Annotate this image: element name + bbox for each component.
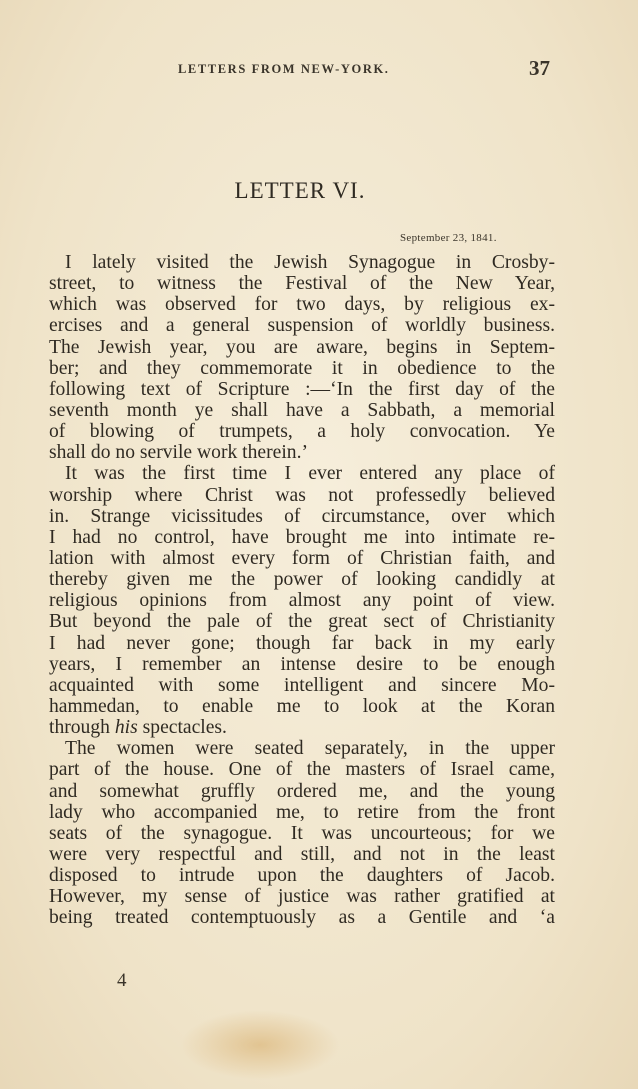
body-line: I had never gone; though far back in my early xyxy=(49,632,555,654)
body-line: being treated contemptuously as a Gentile and ‘a xyxy=(49,907,555,929)
body-line: But beyond the pale of the great sect of Christianity xyxy=(49,611,555,633)
body-line: ber; and they commemorate it in obedience to the xyxy=(49,357,555,379)
body-line: religious opinions from almost any point of view. xyxy=(49,590,555,612)
body-line: lady who accompanied me, to retire from the front xyxy=(49,801,555,823)
body-line: were very respectful and still, and not in the least xyxy=(49,843,555,865)
body-line: However, my sense of justice was rather gratified at xyxy=(49,886,555,908)
letter-body xyxy=(49,252,555,929)
body-line: worship where Christ was not professedly believed xyxy=(49,484,555,506)
body-line: thereby given me the power of looking candidly at xyxy=(49,569,555,591)
letter-dateline: September 23, 1841. xyxy=(400,232,497,244)
body-line: which was observed for two days, by religious ex- xyxy=(49,294,555,316)
body-line: acquainted with some intelligent and sincere Mo- xyxy=(49,674,555,696)
body-line: lation with almost every form of Christian faith, and xyxy=(49,547,555,569)
running-head: LETTERS FROM NEW-YORK. xyxy=(178,62,390,76)
body-line: part of the house. One of the masters of Israel came, xyxy=(49,759,555,781)
body-line: street, to witness the Festival of the New Year, xyxy=(49,273,555,295)
body-line: years, I remember an intense desire to be enough xyxy=(49,653,555,675)
body-line: and somewhat gruffly ordered me, and the young xyxy=(49,780,555,802)
body-line: It was the first time I ever entered any place of xyxy=(65,463,555,485)
body-line: hammedan, to enable me to look at the Koran xyxy=(49,695,555,717)
body-line: The women were seated separately, in the upper xyxy=(65,738,555,760)
body-line: shall do no servile work therein.’ xyxy=(49,442,309,464)
body-word: spectacles. xyxy=(142,717,227,739)
letter-heading: LETTER VI. xyxy=(234,178,366,203)
italic-word: his xyxy=(114,717,138,739)
body-line: in. Strange vicissitudes of circumstance, over which xyxy=(49,505,555,527)
body-line-italic xyxy=(49,717,555,738)
body-line: ercises and a general suspension of worldly business. xyxy=(49,315,555,337)
body-line: I had no control, have brought me into intimate re- xyxy=(49,526,555,548)
body-line: disposed to intrude upon the daughters of Jacob. xyxy=(49,865,555,887)
body-word: through xyxy=(49,717,110,739)
paper-stain xyxy=(180,1010,340,1080)
signature-mark: 4 xyxy=(117,970,127,991)
body-line: following text of Scripture :—‘In the first day of the xyxy=(49,378,555,400)
body-line: seats of the synagogue. It was uncourteous; for we xyxy=(49,822,555,844)
body-line: seventh month ye shall have a Sabbath, a memorial xyxy=(49,399,555,421)
body-line: I lately visited the Jewish Synagogue in Crosby- xyxy=(65,252,555,273)
body-line: The Jewish year, you are aware, begins in Septem- xyxy=(49,336,555,358)
page-number: 37 xyxy=(529,56,550,80)
body-line: of blowing of trumpets, a holy convocation. Ye xyxy=(49,421,555,443)
